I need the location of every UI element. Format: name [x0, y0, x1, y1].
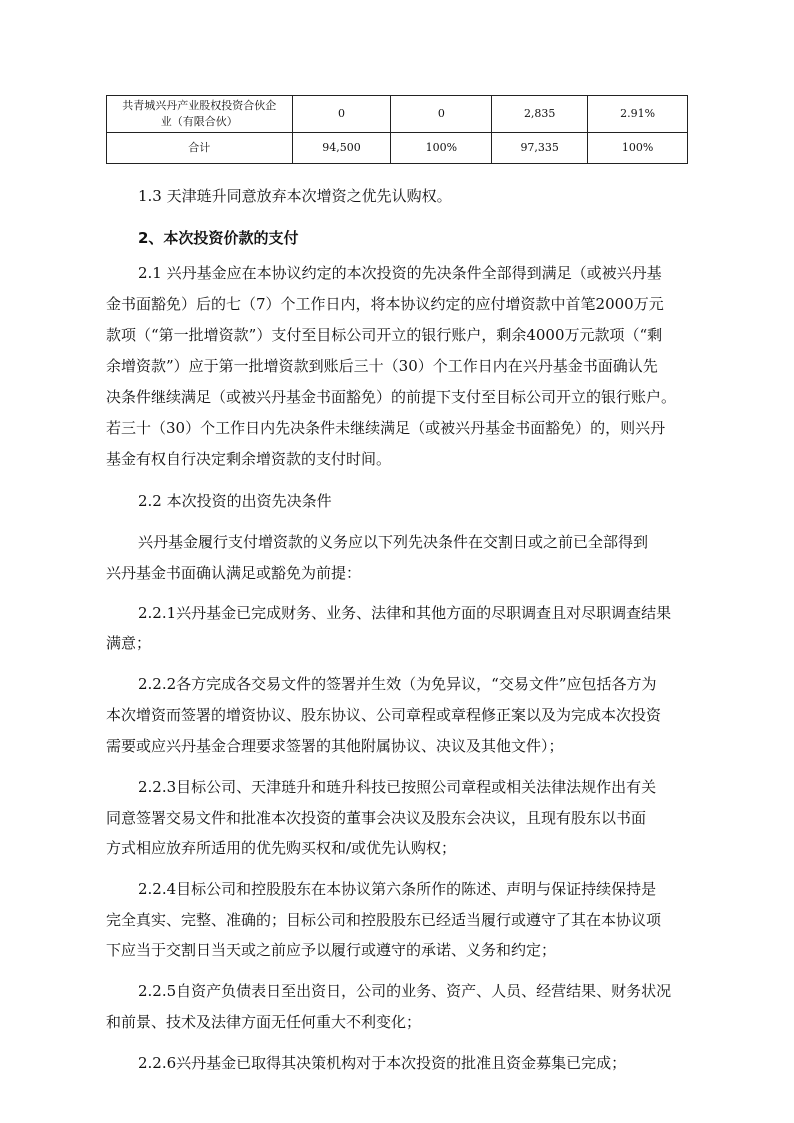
clause-2-2-intro-line: 兴丹基金履行支付增资款的义务应以下列先决条件在交割日或之前已全部得到	[138, 533, 649, 551]
clause-2-2-3-line: 同意签署交易文件和批准本次投资的董事会决议及股东会决议，且现有股东以书面	[106, 809, 647, 827]
clause-2-2-2-line: 需要或应兴丹基金合理要求签署的其他附属协议、决议及其他文件）；	[106, 737, 564, 755]
clause-2-2-4-line: 下应当于交割日当天或之前应予以履行或遵守的承诺、义务和约定；	[106, 941, 557, 959]
clause-2-2: 2.2 本次投资的出资先决条件	[138, 492, 332, 510]
table-row-total	[107, 133, 688, 164]
clause-2-1-line: 决条件继续满足（或被兴丹基金书面豁免）的前提下支付至目标公司开立的银行账户。	[106, 388, 677, 406]
table-cell: 94,500	[292, 133, 391, 164]
shareholding-table	[106, 95, 688, 164]
table-cell: 2.91%	[588, 96, 688, 133]
clause-2-2-intro-line: 兴丹基金书面确认满足或豁免为前提：	[106, 564, 362, 582]
clause-1-3: 1.3 天津琏升同意放弃本次增资之优先认购权。	[138, 187, 452, 205]
total-label-cell: 合计	[107, 133, 293, 164]
shareholder-name-cell	[107, 96, 293, 133]
clause-2-2-6: 2.2.6兴丹基金已取得其决策机构对于本次投资的批准且资金募集已完成；	[138, 1054, 627, 1072]
clause-2-2-1-line: 满意；	[106, 634, 152, 652]
clause-2-1-line: 2.1 兴丹基金应在本协议约定的本次投资的先决条件全部得到满足（或被兴丹基	[138, 264, 662, 282]
shareholder-name-line2: 业（有限合伙）	[160, 115, 238, 128]
clause-2-1-line: 金书面豁免）后的七（7）个工作日内，将本协议约定的应付增资款中首笔2000万元	[106, 295, 664, 313]
clause-2-1-line: 若三十（30）个工作日内先决条件未继续满足（或被兴丹基金书面豁免）的，则兴丹	[106, 419, 666, 437]
table-cell: 0	[292, 96, 391, 133]
clause-2-1-line: 基金有权自行决定剩余增资款的支付时间。	[106, 450, 392, 468]
section-heading-2: 2、本次投资价款的支付	[138, 229, 299, 247]
clause-2-1-line: 款项（“第一批增资款”）支付至目标公司开立的银行账户，剩余4000万元款项（“剩	[106, 326, 663, 344]
shareholder-name-line1: 共青城兴丹产业股权投资合伙企	[122, 99, 277, 112]
table-cell: 0	[391, 96, 492, 133]
table-cell: 2,835	[492, 96, 588, 133]
clause-2-1-line: 余增资款”）应于第一批增资款到账后三十（30）个工作日内在兴丹基金书面确认先	[106, 357, 658, 375]
table-cell: 100%	[391, 133, 492, 164]
clause-2-2-5-line: 和前景、技术及法律方面无任何重大不利变化；	[106, 1013, 422, 1031]
table-cell: 97,335	[492, 133, 588, 164]
clause-2-2-4-line: 2.2.4目标公司和控股股东在本协议第六条所作的陈述、声明与保证持续保持是	[138, 880, 657, 898]
table-cell: 100%	[588, 133, 688, 164]
clause-2-2-1-line: 2.2.1兴丹基金已完成财务、业务、法律和其他方面的尽职调查且对尽职调查结果	[138, 604, 672, 622]
clause-2-2-3-line: 方式相应放弃所适用的优先购买权和/或优先认购权；	[106, 839, 457, 857]
clause-2-2-4-line: 完全真实、完整、准确的；目标公司和控股股东已经适当履行或遵守了其在本协议项	[106, 911, 662, 929]
clause-2-2-2-line: 2.2.2各方完成各交易文件的签署并生效（为免异议，“交易文件”应包括各方为	[138, 675, 657, 693]
clause-2-2-2-line: 本次增资而签署的增资协议、股东协议、公司章程或章程修正案以及为完成本次投资	[106, 706, 662, 724]
clause-2-2-5-line: 2.2.5自资产负债表日至出资日，公司的业务、资产、人员、经营结果、财务状况	[138, 982, 672, 1000]
clause-2-2-3-line: 2.2.3目标公司、天津琏升和琏升科技已按照公司章程或相关法律法规作出有关	[138, 778, 657, 796]
table-row	[107, 96, 688, 133]
